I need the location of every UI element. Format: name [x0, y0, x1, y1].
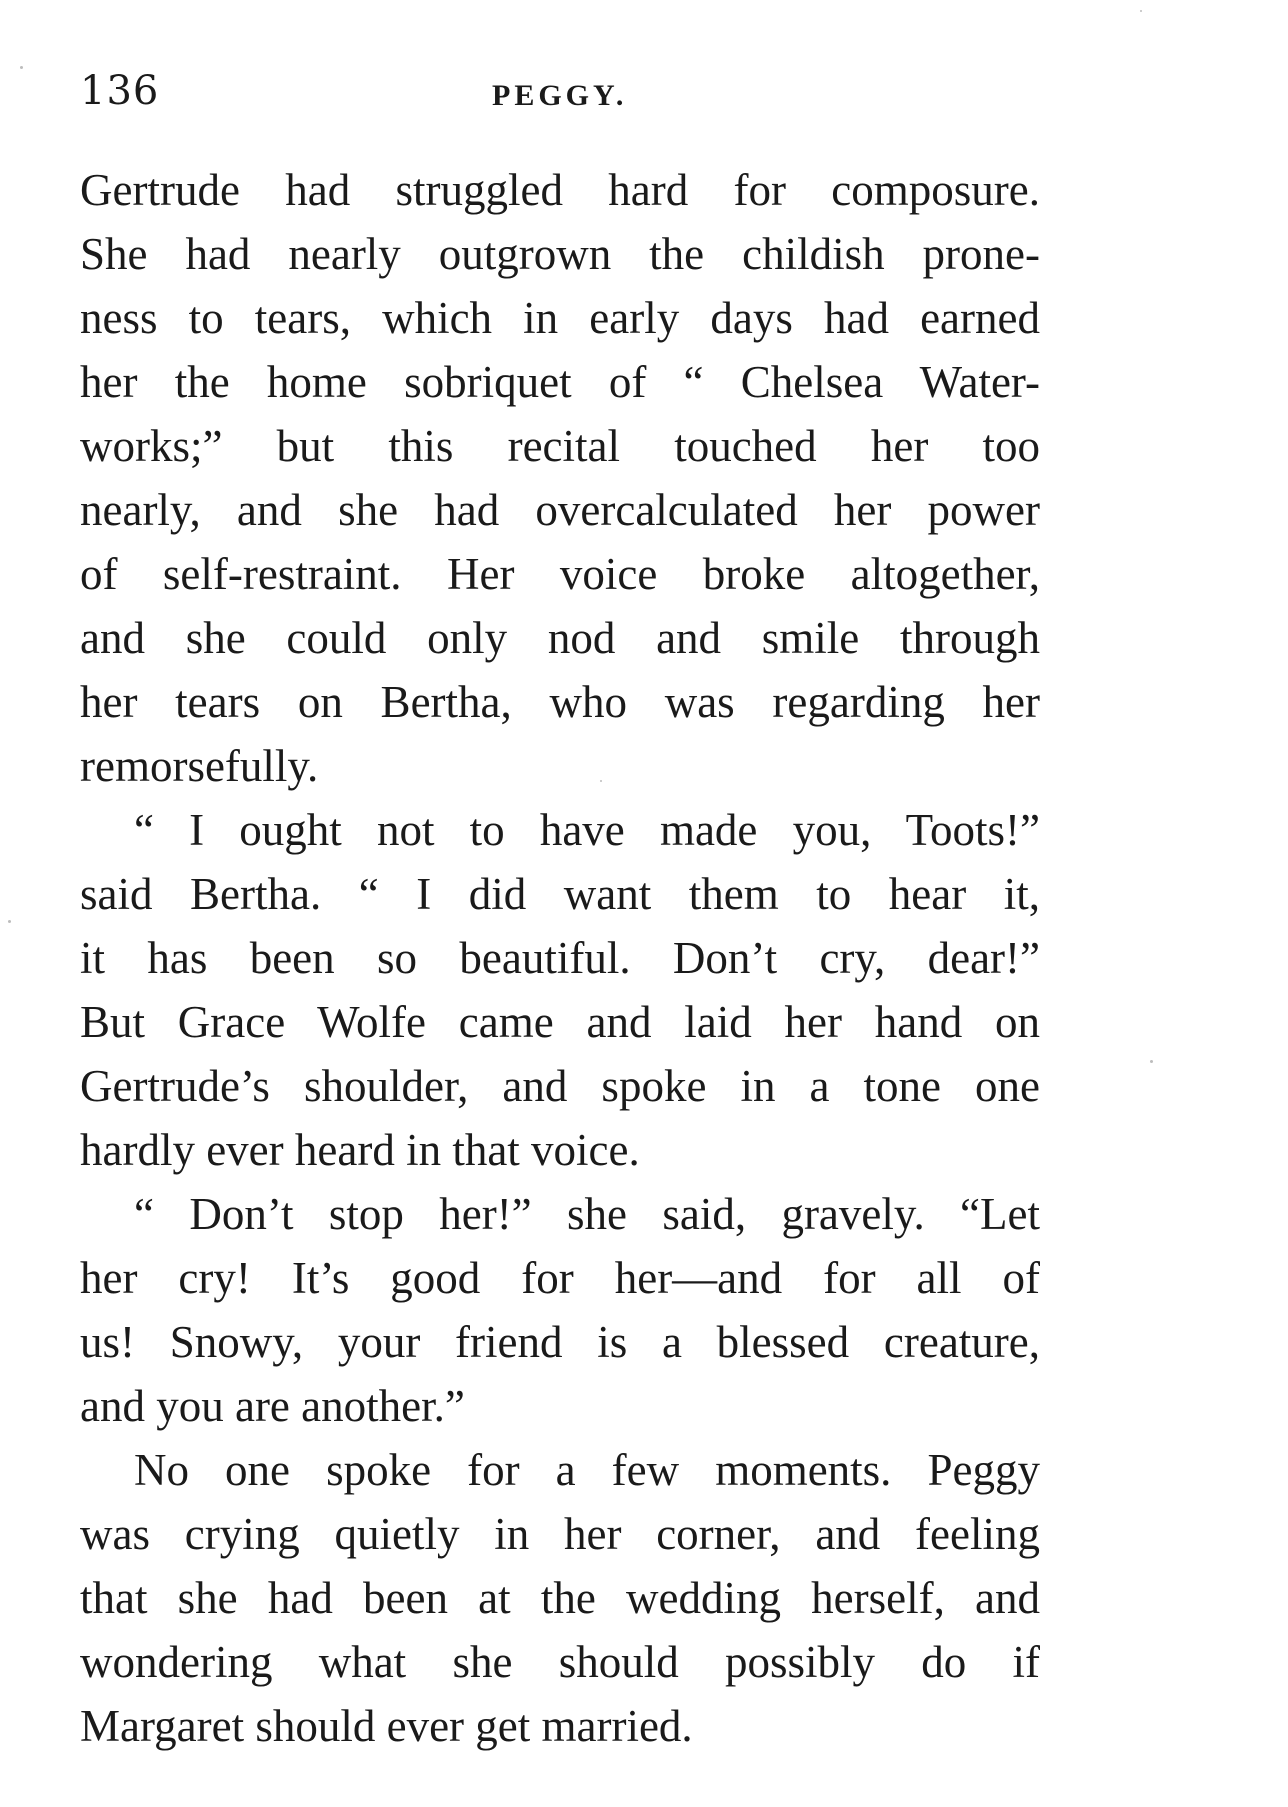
text-line: ness to tears, which in early days had earned	[80, 293, 1040, 343]
text-line: it has been so beautiful. Don’t cry, dear!”	[80, 933, 1040, 983]
page-number: 136	[80, 68, 160, 114]
text-line: her cry! It’s good for her—and for all of	[80, 1253, 1040, 1303]
text-line: hardly ever heard in that voice.	[80, 1125, 640, 1175]
text-line: But Grace Wolfe came and laid her hand on	[80, 997, 1040, 1047]
text-line: wondering what she should possibly do if	[80, 1637, 1040, 1687]
text-line: was crying quietly in her corner, and feeling	[80, 1509, 1040, 1559]
paper-speck	[1150, 1060, 1153, 1063]
text-line: of self-restraint. Her voice broke altogether,	[80, 549, 1040, 599]
text-line: that she had been at the wedding herself, and	[80, 1573, 1040, 1623]
text-line: nearly, and she had overcalculated her power	[80, 485, 1040, 535]
text-line: Gertrude had struggled hard for composure.	[80, 165, 1040, 215]
text-line: “ Don’t stop her!” she said, gravely. “Let	[134, 1189, 1040, 1239]
text-line: her the home sobriquet of “ Chelsea Water-	[80, 357, 1040, 407]
text-line: her tears on Bertha, who was regarding her	[80, 677, 1040, 727]
running-title: PEGGY.	[492, 79, 628, 112]
paper-speck	[8, 920, 11, 923]
text-line: works;” but this recital touched her too	[80, 421, 1040, 471]
text-line: Gertrude’s shoulder, and spoke in a tone one	[80, 1061, 1040, 1111]
text-line: No one spoke for a few moments. Peggy	[134, 1445, 1040, 1495]
text-line: us! Snowy, your friend is a blessed creature,	[80, 1317, 1040, 1367]
text-line: and you are another.”	[80, 1381, 465, 1431]
paper-speck	[20, 66, 23, 69]
paper-speck	[1140, 10, 1142, 12]
text-line: and she could only nod and smile through	[80, 613, 1040, 663]
text-line: Margaret should ever get married.	[80, 1701, 693, 1751]
text-line: “ I ought not to have made you, Toots!”	[134, 805, 1040, 855]
text-line: remorsefully.	[80, 741, 319, 791]
page-header	[80, 66, 1040, 126]
text-line: said Bertha. “ I did want them to hear it,	[80, 869, 1040, 919]
paper-speck	[600, 780, 602, 782]
body-text	[80, 158, 1040, 1758]
text-line: She had nearly outgrown the childish prone-	[80, 229, 1040, 279]
